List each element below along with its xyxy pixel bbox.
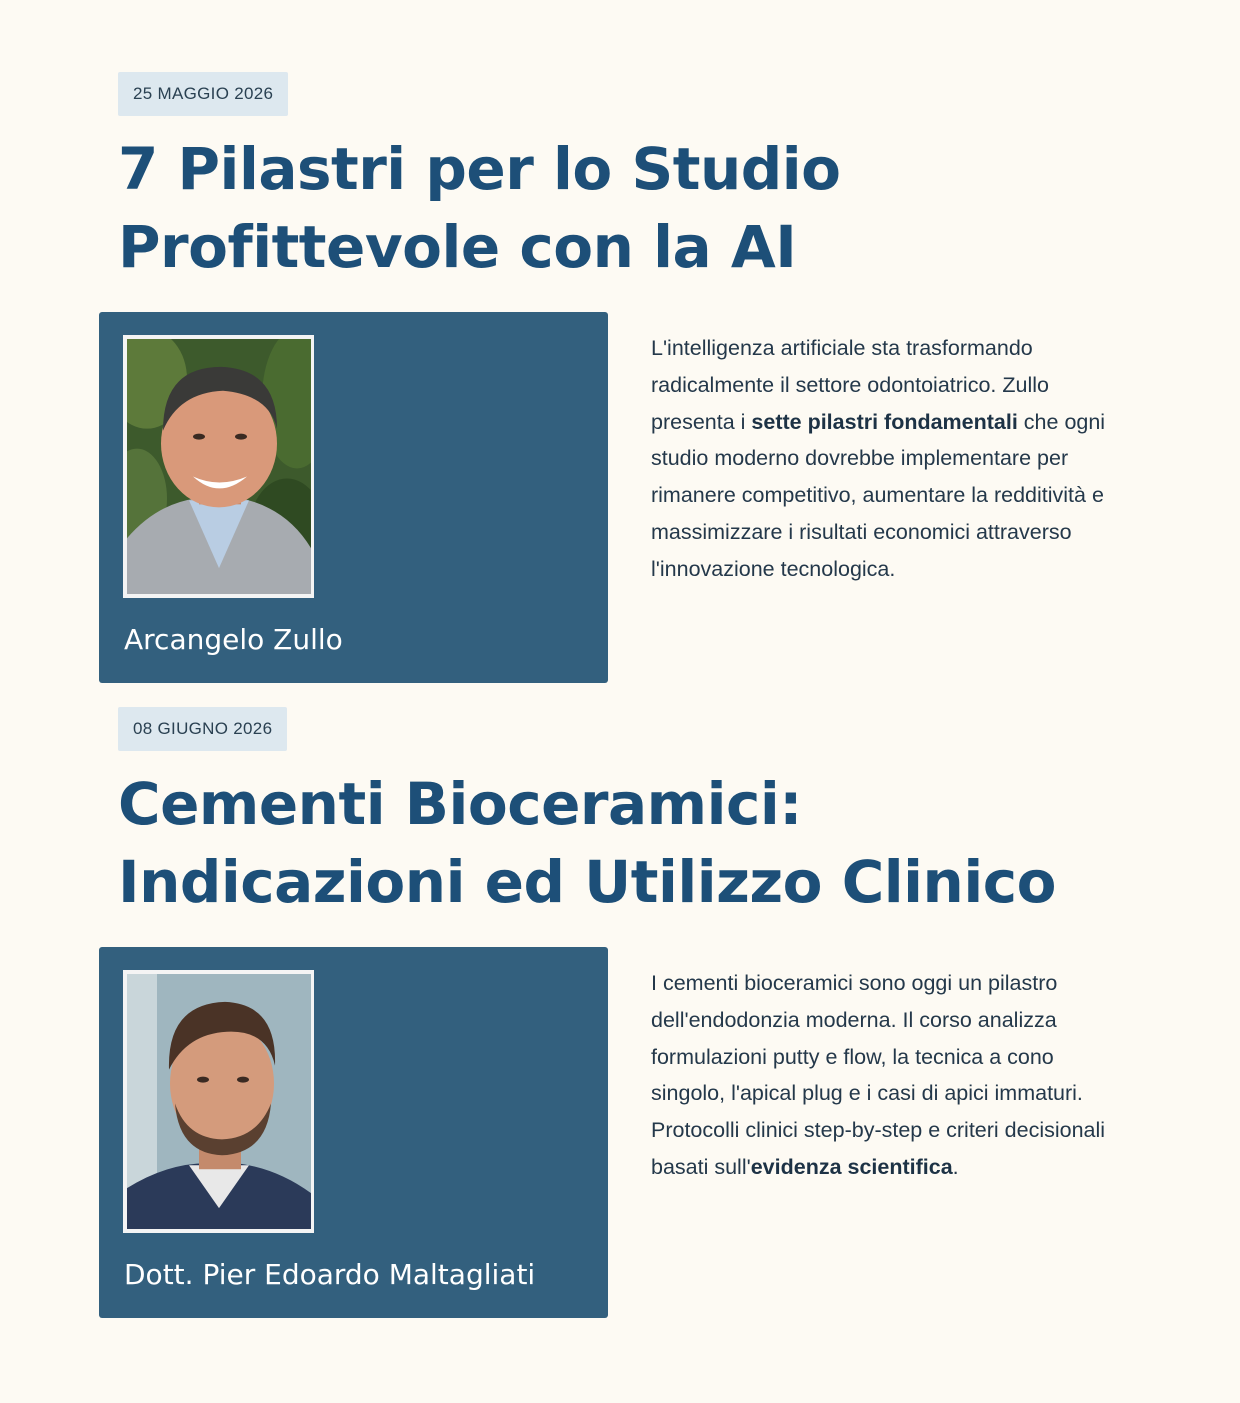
speaker-card[interactable] bbox=[99, 312, 608, 683]
speaker-name: Dott. Pier Edoardo Maltagliati bbox=[124, 1258, 536, 1291]
description-text: I cementi bioceramici sono oggi un pilastro dell'endodonzia moderna. Il corso analizza formulazioni putty e flow, la tecnica a cono singolo, l'apical plug e i casi di apici immaturi. Protocolli clinici step-by-step e criteri decisionali basati sull' bbox=[651, 971, 1106, 1179]
description-highlight: sette pilastri fondamentali bbox=[751, 409, 1018, 434]
event-date-badge: 08 GIUGNO 2026 bbox=[118, 707, 287, 751]
description-text: che ogni studio moderno dovrebbe implementare per rimanere competitivo, aumentare la redditività e massimizzare i risultati economici attraverso l'innovazione tecnologica. bbox=[651, 409, 1106, 581]
description-text: . bbox=[952, 1154, 959, 1179]
speaker-card[interactable] bbox=[99, 947, 608, 1318]
speaker-photo bbox=[123, 335, 314, 598]
description-text: L'intelligenza artificiale sta trasformando radicalmente il settore odontoiatrico. Zullo presenta i bbox=[651, 336, 1049, 434]
event-title[interactable]: 7 Pilastri per lo Studio Profittevole con la AI bbox=[118, 135, 841, 281]
description-highlight: evidenza scientifica bbox=[750, 1154, 953, 1179]
event-date-badge: 25 MAGGIO 2026 bbox=[118, 72, 288, 116]
event-description bbox=[651, 965, 1111, 1186]
event-description bbox=[651, 330, 1111, 588]
speaker-photo bbox=[123, 970, 314, 1233]
speaker-name: Arcangelo Zullo bbox=[124, 623, 343, 656]
event-title[interactable]: Cementi Bioceramici: Indicazioni ed Utilizzo Clinico bbox=[118, 770, 1056, 916]
